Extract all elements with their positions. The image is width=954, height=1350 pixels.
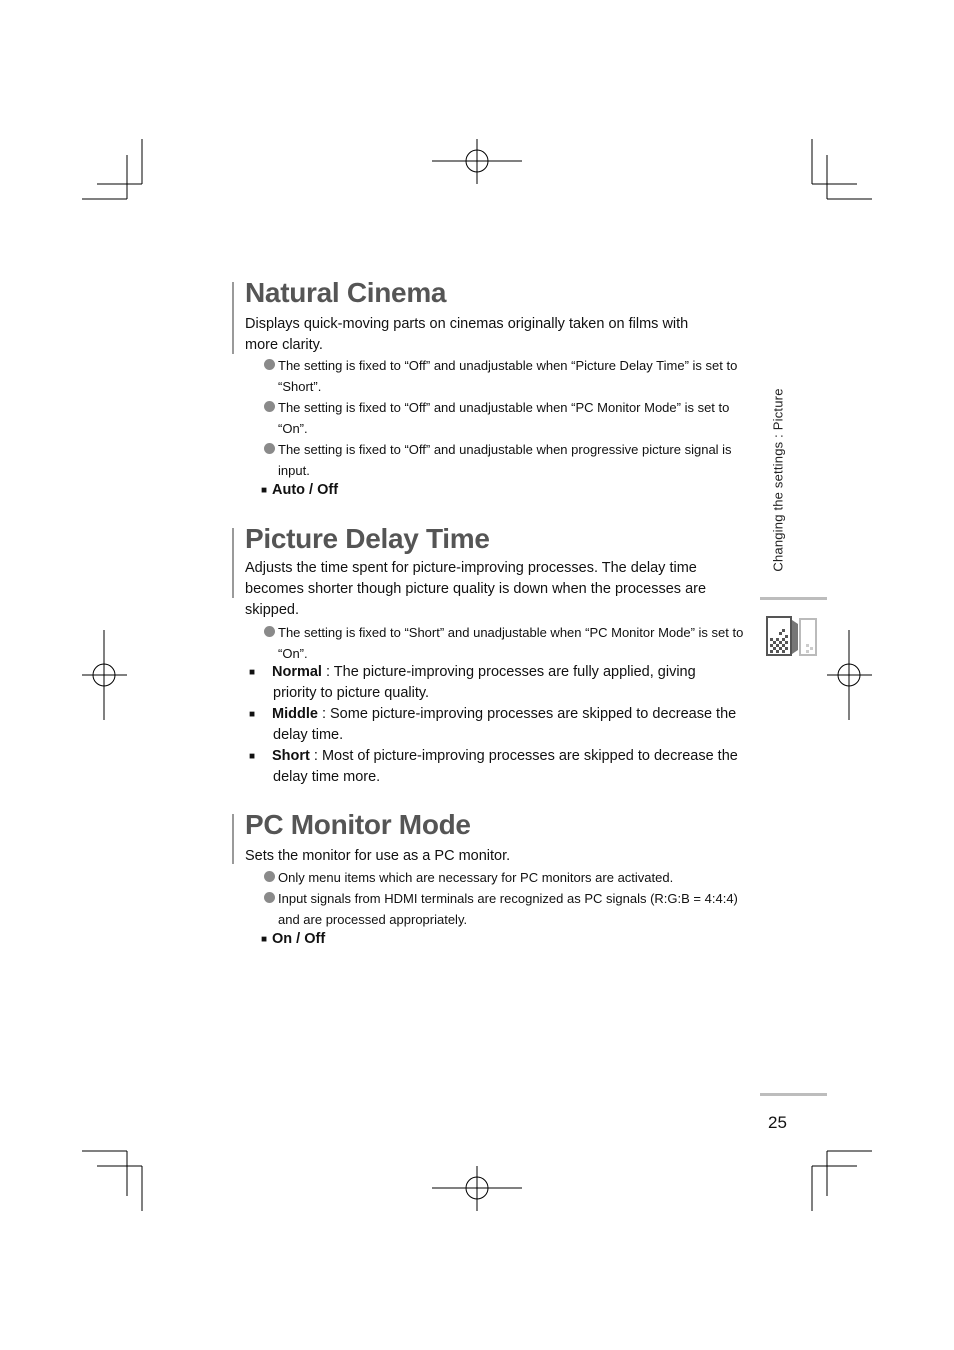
note-text: The setting is fixed to “Off” and unadjustable when “Picture Delay Time” is set to “Short”. (278, 358, 738, 394)
option-desc: : Most of picture-improving processes are skipped to decrease the delay time more. (273, 748, 738, 785)
note-text: Input signals from HDMI terminals are recognized as PC signals (R:G:B = 4:4:4) and are processed appropriately. (278, 891, 738, 927)
note-bullet (264, 355, 744, 397)
square-bullet-icon: ■ (261, 485, 268, 496)
bullet-dot-icon (264, 443, 275, 454)
note-text: The setting is fixed to “Off” and unadjustable when “PC Monitor Mode” is set to “On”. (278, 400, 730, 436)
section-marker-bar (232, 528, 234, 598)
section-picture-delay-time (232, 525, 752, 795)
option-middle (249, 704, 741, 746)
option-desc: : Some picture-improving processes are skipped to decrease the delay time. (273, 706, 737, 743)
section-marker-bar (232, 814, 234, 864)
note-bullet (264, 867, 744, 888)
option-name: Normal (272, 664, 322, 680)
page-number: 25 (768, 1113, 787, 1132)
option-name: Middle (272, 706, 318, 722)
note-text: Only menu items which are necessary for PC monitors are activated. (278, 870, 674, 885)
square-bullet-icon: ■ (261, 934, 268, 945)
bullet-dot-icon (264, 871, 275, 882)
section-intro (245, 314, 745, 356)
section-marker-bar (232, 282, 234, 354)
section-title: PC Monitor Mode (245, 809, 471, 840)
section-pc-monitor-mode (232, 809, 752, 962)
bullet-dot-icon (264, 401, 275, 412)
section-title: Natural Cinema (245, 277, 447, 308)
bullet-dot-icon (264, 892, 275, 903)
option-list (261, 929, 741, 950)
section-natural-cinema (232, 277, 752, 510)
square-bullet-icon: ■ (249, 751, 256, 762)
picture-settings-icon (766, 616, 818, 658)
option-list (261, 480, 741, 501)
note-text: The setting is fixed to “Off” and unadjustable when progressive picture signal is input. (278, 442, 732, 478)
section-intro: Adjusts the time spent for picture-improving processes. The delay time becomes shorter though picture quality is down when the processes are skipped. (245, 560, 707, 618)
note-bullet (264, 439, 744, 481)
option-normal (249, 662, 741, 704)
note-bullet (264, 888, 744, 930)
note-text: The setting is fixed to “Short” and unadjustable when “PC Monitor Mode” is set to “On”. (278, 625, 744, 661)
section-intro: Sets the monitor for use as a PC monitor. (245, 848, 511, 864)
option-desc: : The picture-improving processes are fully applied, giving priority to picture quality. (273, 664, 696, 701)
bullet-dot-icon (264, 626, 275, 637)
option-values: Auto / Off (272, 482, 339, 498)
option-name: Short (272, 748, 310, 764)
intro-line: Displays quick-moving parts on cinemas originally taken on films with (245, 316, 689, 332)
note-bullet (264, 622, 744, 664)
section-title: Picture Delay Time (245, 523, 490, 554)
chapter-label: Changing the settings : Picture (770, 388, 786, 572)
square-bullet-icon: ■ (249, 709, 256, 720)
note-bullet (264, 397, 744, 439)
option-values: On / Off (272, 931, 326, 947)
sidebar-divider (760, 597, 827, 600)
intro-line: more clarity. (245, 337, 323, 353)
square-bullet-icon: ■ (249, 667, 256, 678)
option-short (249, 746, 741, 788)
footer-divider (760, 1093, 827, 1096)
bullet-dot-icon (264, 359, 275, 370)
